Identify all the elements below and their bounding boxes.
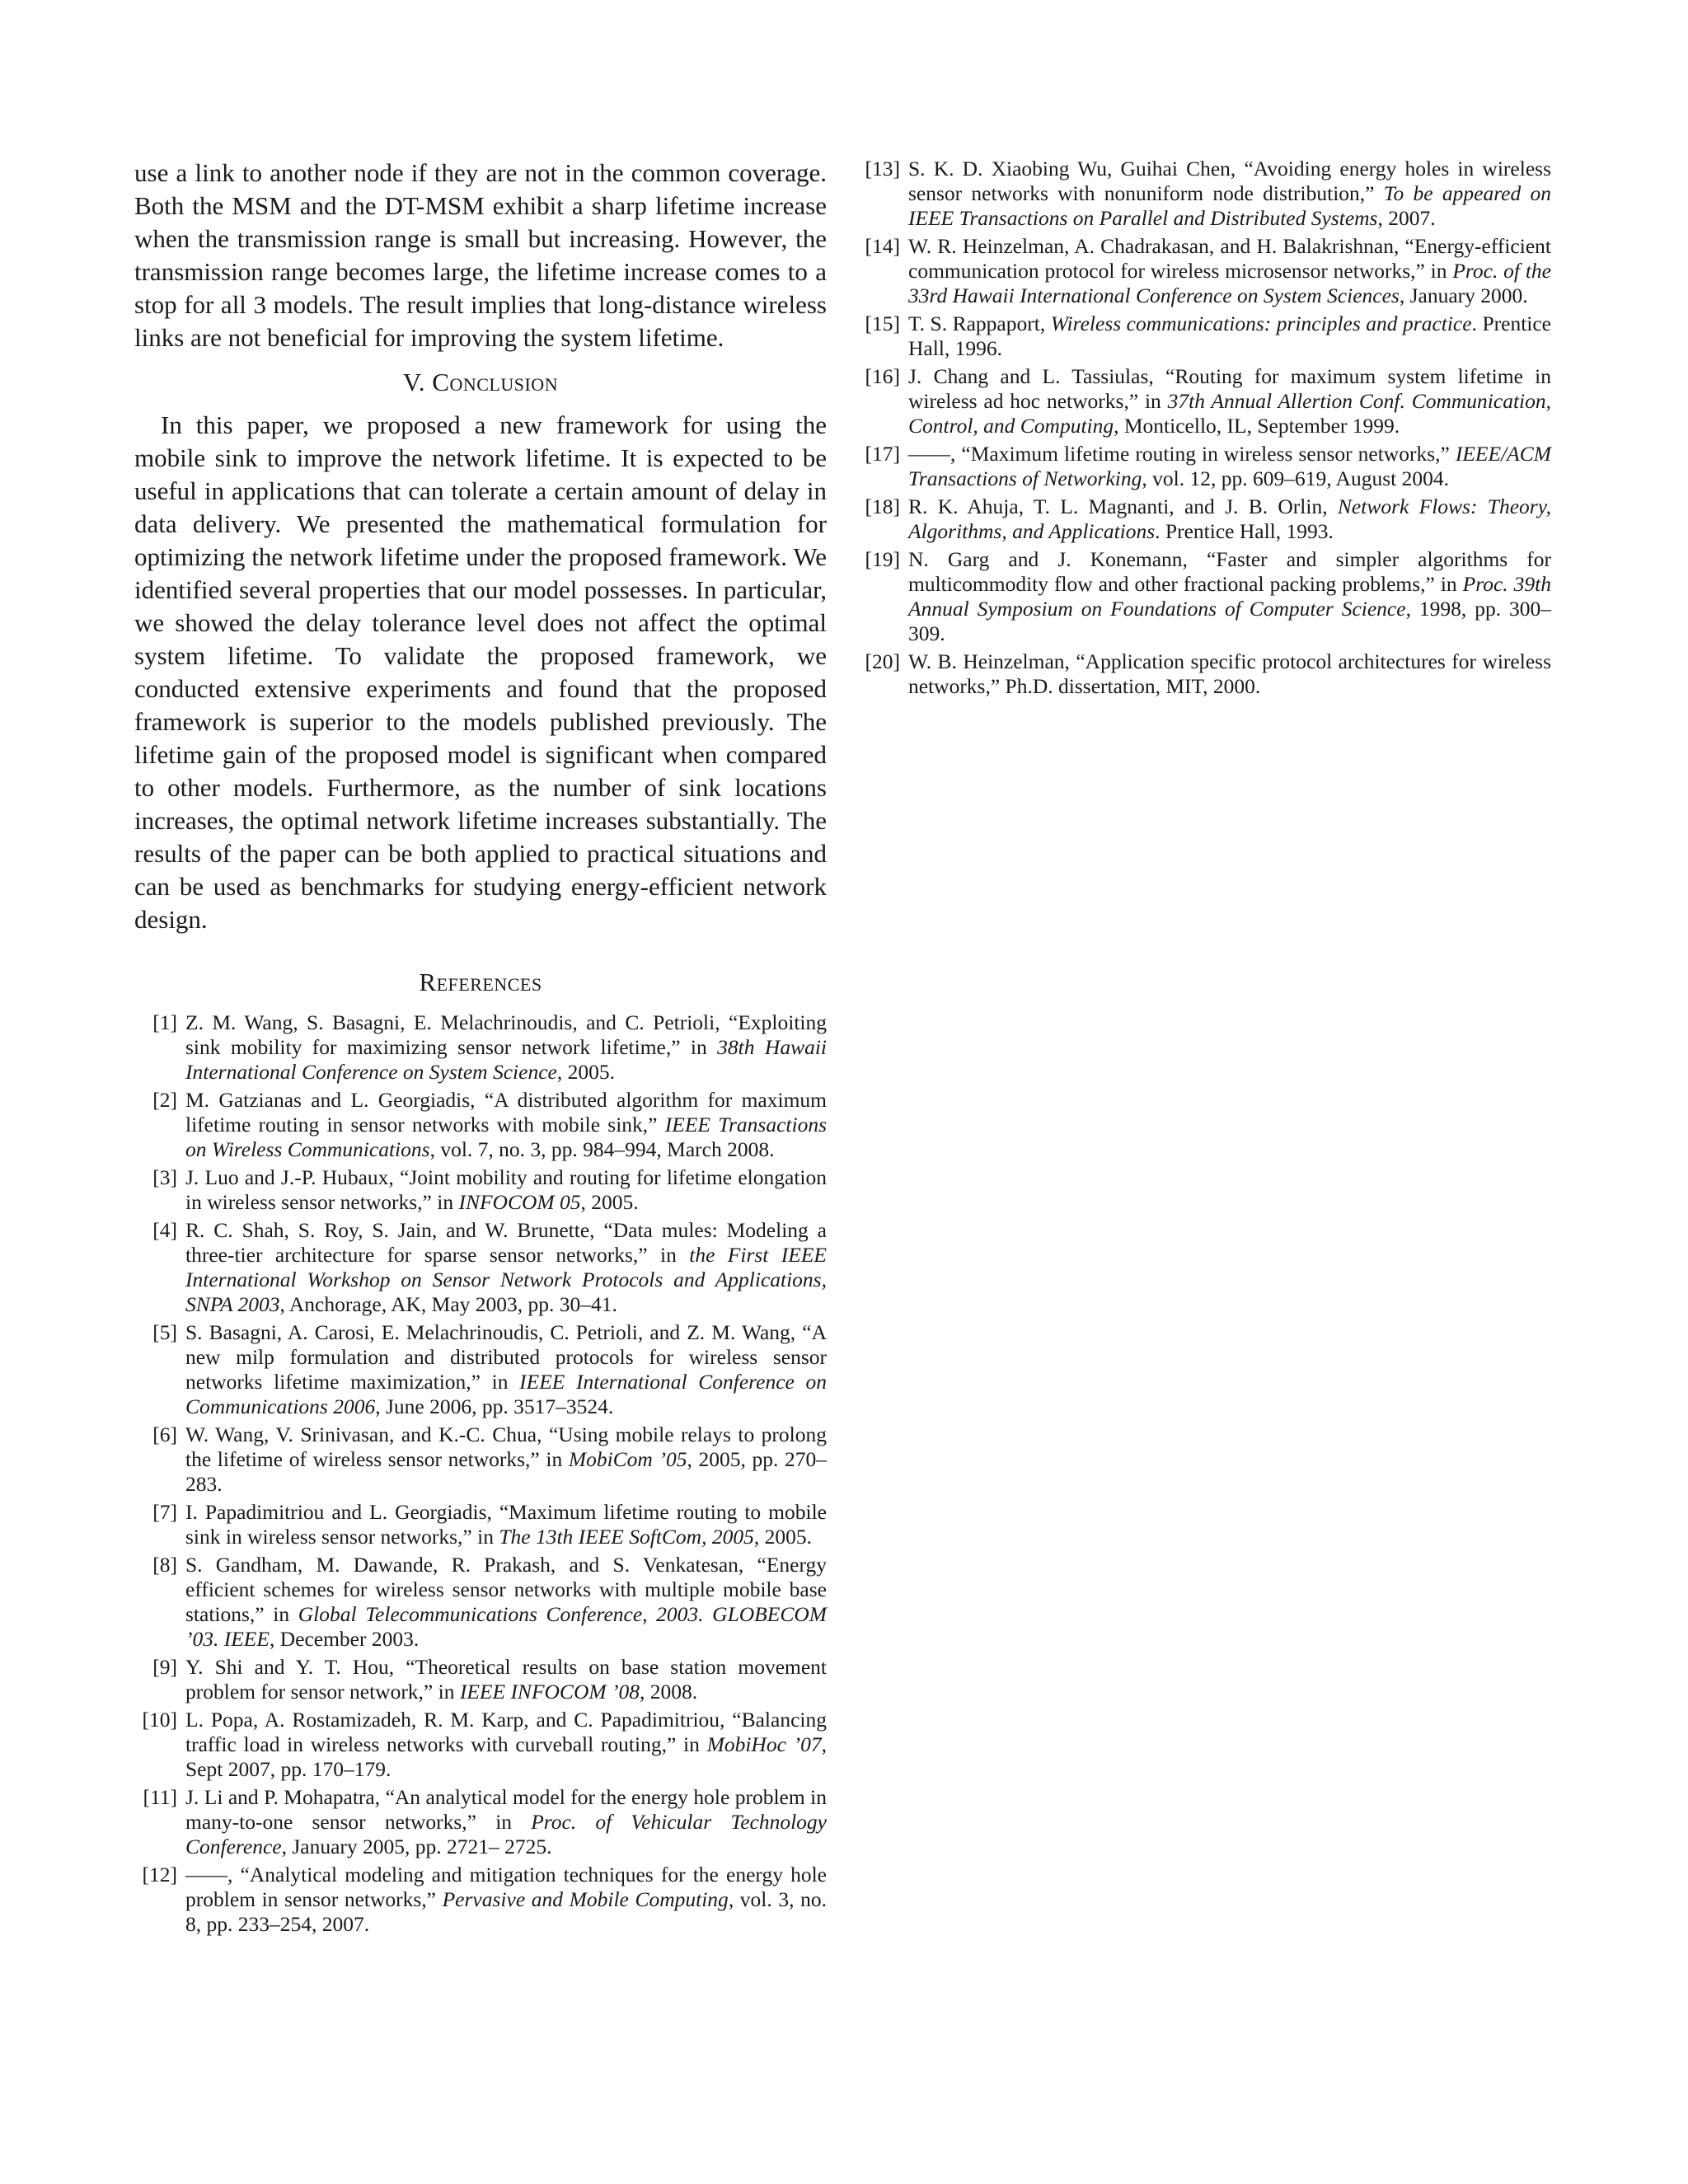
reference-item-6 [134,1422,827,1497]
reference-item-11 [134,1785,827,1859]
reference-item-4 [134,1218,827,1317]
intro-paragraph: use a link to another node if they are not in the common coverage. Both the MSM and the DT-MSM exhibit a sharp lifetime increase when the transmission range is small but increasing. However, the transmission range becomes large, the lifetime increase comes to a stop for all 3 models. The result implies that long-distance wireless links are not beneficial for improving the system lifetime. [134,158,827,352]
reference-text: W. Wang, V. Srinivasan, and K.-C. Chua, “Using mobile relays to prolong the lifetime of wireless sensor networks,” in MobiCom ’05, 2005, pp. 270–283. [185,1422,827,1496]
reference-number: [10] [142,1708,177,1732]
reference-list-left [134,1010,827,1937]
reference-item-10 [134,1708,827,1782]
reference-number: [13] [865,157,900,180]
reference-item-20 [857,649,1551,699]
reference-item-1 [134,1010,827,1085]
reference-number: [11] [143,1785,177,1809]
reference-text: J. Chang and L. Tassiulas, “Routing for maximum system lifetime in wireless ad hoc networks,” in 37th Annual Allertion Conf. Communication, Control, and Computing, Monticello, IL, September 1999. [908,364,1551,438]
reference-item-17 [857,442,1551,491]
reference-text: S. Gandham, M. Dawande, R. Prakash, and S. Venkatesan, “Energy efficient schemes for wireless sensor networks with multiple mobile base stations,” in Global Telecommunications Conference, 2003. GLOBECOM ’03. IEEE, December 2003. [185,1553,828,1651]
reference-number: [6] [152,1422,177,1446]
reference-text: Y. Shi and Y. T. Hou, “Theoretical results on base station movement problem for sensor network,” in IEEE INFOCOM ’08, 2008. [185,1655,827,1704]
conclusion-paragraph: In this paper, we proposed a new framework for using the mobile sink to improve the network lifetime. It is expected to be useful in applications that can tolerate a certain amount of delay in data delivery. We presented the mathematical formulation for optimizing the network lifetime under the proposed framework. We identified several properties that our model possesses. In particular, we showed the delay tolerance level does not affect the optimal system lifetime. To validate the proposed framework, we conducted extensive experiments and found that the proposed framework is superior to the models published previously. The lifetime gain of the proposed model is significant when compared to other models. Furthermore, as the number of sink locations increases, the optimal network lifetime increases substantially. The results of the paper can be both applied to practical situations and can be used as benchmarks for studying energy-efficient network design. [134,410,827,934]
reference-text: L. Popa, A. Rostamizadeh, R. M. Karp, and C. Papadimitriou, “Balancing traffic load in wireless networks with curveball routing,” in MobiHoc ’07, Sept 2007, pp. 170–179. [185,1708,827,1781]
reference-text: J. Luo and J.-P. Hubaux, “Joint mobility and routing for lifetime elongation in wireless sensor networks,” in INFOCOM 05, 2005. [185,1165,827,1214]
reference-text: R. K. Ahuja, T. L. Magnanti, and J. B. Orlin, Network Flows: Theory, Algorithms, and Applications. Prentice Hall, 1993. [908,494,1551,543]
reference-text: I. Papadimitriou and L. Georgiadis, “Maximum lifetime routing to mobile sink in wireless sensor networks,” in The 13th IEEE SoftCom, 2005, 2005. [185,1500,827,1549]
reference-item-14 [857,234,1551,308]
reference-number: [17] [865,442,900,466]
reference-number: [20] [865,649,900,673]
reference-text: N. Garg and J. Konemann, “Faster and simpler algorithms for multicommodity flow and other fractional packing problems,” in Proc. 39th Annual Symposium on Foundations of Computer Science, 1998, pp. 300–309. [908,547,1551,645]
reference-item-13 [857,157,1551,231]
reference-text: S. K. D. Xiaobing Wu, Guihai Chen, “Avoiding energy holes in wireless sensor networks with nonuniform node distribution,” To be appeared on IEEE Transactions on Parallel and Distributed Systems, 2007. [908,157,1551,230]
reference-text: W. R. Heinzelman, A. Chadrakasan, and H. Balakrishnan, “Energy-efficient communication protocol for wireless microsensor networks,” in Proc. of the 33rd Hawaii International Conference on System Sciences, January 2000. [908,234,1551,307]
reference-item-12 [134,1863,827,1937]
reference-text: W. B. Heinzelman, “Application specific protocol architectures for wireless networks,” Ph.D. dissertation, MIT, 2000. [908,649,1551,698]
reference-number: [18] [865,494,900,518]
reference-item-3 [134,1165,827,1215]
reference-list-right [857,157,1551,699]
reference-item-2 [134,1088,827,1162]
reference-number: [7] [152,1500,177,1524]
reference-text: R. C. Shah, S. Roy, S. Jain, and W. Brunette, “Data mules: Modeling a three-tier architecture for sparse sensor networks,” in the First IEEE International Workshop on Sensor Network Protocols and Applications, SNPA 2003, Anchorage, AK, May 2003, pp. 30–41. [185,1218,828,1316]
reference-item-16 [857,364,1551,438]
reference-text: Z. M. Wang, S. Basagni, E. Melachrinoudis, and C. Petrioli, “Exploiting sink mobility for maximizing sensor network lifetime,” in 38th Hawaii International Conference on System Science, 2005. [185,1010,827,1084]
reference-number: [5] [152,1320,177,1344]
reference-text: ——, “Maximum lifetime routing in wireless sensor networks,” IEEE/ACM Transactions of Networking, vol. 12, pp. 609–619, August 2004. [908,442,1551,490]
conclusion-heading: V. Conclusion [402,368,559,396]
reference-number: [16] [865,364,900,388]
right-column [857,157,1551,702]
reference-text: S. Basagni, A. Carosi, E. Melachrinoudis, C. Petrioli, and Z. M. Wang, “A new milp formulation and distributed protocols for wireless sensor networks lifetime maximization,” in IEEE International Conference on Communications 2006, June 2006, pp. 3517–3524. [185,1320,828,1418]
reference-number: [15] [865,312,900,335]
reference-item-8 [134,1553,827,1652]
reference-text: T. S. Rappaport, Wireless communications: principles and practice. Prentice Hall, 1996. [908,312,1551,360]
reference-number: [3] [152,1165,177,1189]
reference-number: [2] [152,1088,177,1112]
reference-number: [14] [865,234,900,258]
reference-item-9 [134,1655,827,1704]
reference-text: M. Gatzianas and L. Georgiadis, “A distributed algorithm for maximum lifetime routing in sensor networks with mobile sink,” IEEE Transactions on Wireless Communications, vol. 7, no. 3, pp. 984–994, March 2008. [185,1088,827,1161]
reference-number: [9] [152,1655,177,1679]
reference-number: [8] [152,1553,177,1577]
reference-item-19 [857,547,1551,646]
reference-text: ——, “Analytical modeling and mitigation techniques for the energy hole problem in sensor networks,” Pervasive and Mobile Computing, vol. 3, no. 8, pp. 233–254, 2007. [185,1863,827,1936]
reference-text: J. Li and P. Mohapatra, “An analytical model for the energy hole problem in many-to-one sensor networks,” in Proc. of Vehicular Technology Conference, January 2005, pp. 2721– 2725. [185,1785,827,1858]
reference-number: [12] [142,1863,177,1886]
reference-number: [4] [152,1218,177,1242]
reference-item-5 [134,1320,827,1419]
reference-number: [19] [865,547,900,571]
left-column [134,157,827,1940]
reference-item-15 [857,312,1551,361]
reference-number: [1] [152,1010,177,1034]
reference-item-7 [134,1500,827,1549]
reference-item-18 [857,494,1551,544]
references-heading: References [419,968,542,996]
